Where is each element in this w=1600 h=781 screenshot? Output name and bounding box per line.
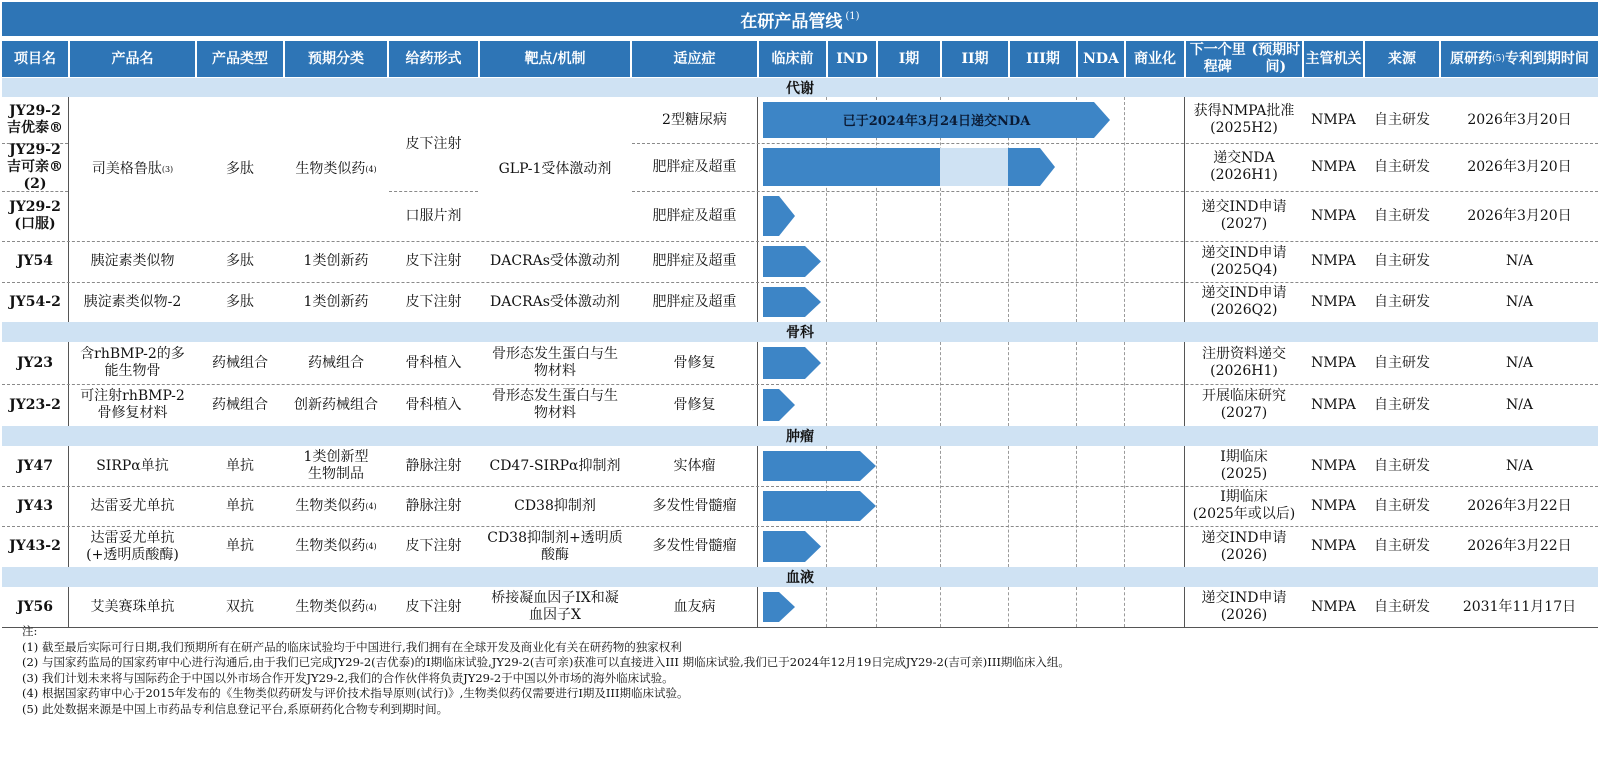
product-name: 艾美赛珠单抗: [90, 598, 175, 615]
patent-expiry: N/A: [1505, 354, 1534, 371]
product-name: 胰淀素类似物: [90, 253, 175, 269]
project-name: JY43-2: [9, 538, 61, 554]
regulator: NMPA: [1311, 497, 1356, 514]
patent-expiry: 2026年3月20日: [1467, 207, 1572, 224]
progress-bar: [763, 389, 795, 421]
product-name: 达雷妥尤单抗 (+透明质酸酶): [86, 529, 179, 563]
source: 自主研发: [1374, 354, 1430, 371]
progress-bar: [763, 491, 876, 521]
notes-title: 注:: [22, 624, 38, 638]
regulator: NMPA: [1311, 598, 1356, 615]
regulator: NMPA: [1311, 158, 1356, 175]
admin-route: 骨科植入: [405, 354, 462, 371]
project-name: JY54-2: [9, 293, 61, 310]
product-name: 含rhBMP-2的多 能生物骨: [80, 346, 185, 379]
next-milestone: I期临床 (2025): [1220, 449, 1268, 482]
indication: 实体瘤: [673, 457, 716, 474]
target-mechanism: 骨形态发生蛋白与生 物材料: [492, 388, 618, 421]
project-name: JY23-2: [9, 396, 61, 413]
project-name: JY56: [16, 598, 54, 615]
source: 自主研发: [1374, 538, 1430, 554]
next-milestone: 递交IND申请 (2027): [1201, 199, 1287, 232]
header-13: 商业化: [1126, 41, 1184, 77]
indication: 肥胖症及超重: [652, 207, 737, 224]
regulator: NMPA: [1311, 538, 1356, 554]
regulator: NMPA: [1311, 457, 1356, 474]
next-milestone: 递交NDA (2026H1): [1210, 150, 1278, 183]
skipped-phase-fill: [940, 148, 1008, 186]
admin-route: 口服片剂: [405, 207, 462, 224]
note-5: (5) 此处数据来源是中国上市药品专利信息登记平台,系原研药化合物专利到期时间。: [22, 701, 449, 716]
next-milestone: 递交IND申请 (2026): [1201, 590, 1287, 623]
next-milestone: 开展临床研究 (2027): [1202, 388, 1286, 421]
header-6: 适应症: [632, 41, 757, 77]
header-5: 靶点/机制: [480, 41, 630, 77]
note-3: (3) 我们计划未来将与国际药企于中国以外市场合作开发JY29-2,我们的合作伙伴将负责JY29-2于中国以外市场的海外临床试验。: [22, 670, 674, 685]
note-2: (2) 与国家药监局的国家药审中心进行沟通后,由于我们已完成JY29-2(吉优泰)的I期临床试验,JY29-2(吉可亲)获准可以直接进入III 期临床试验,我们已于2024年12月19日完成JY29-2(吉可亲)III期临床入组。: [22, 655, 1070, 670]
target-mechanism: DACRAs受体激动剂: [490, 253, 620, 269]
source: 自主研发: [1374, 497, 1430, 514]
source: 自主研发: [1374, 396, 1430, 413]
source: 自主研发: [1374, 158, 1430, 175]
expected-category: 1类创新药: [303, 253, 369, 269]
project-name: JY29-2 吉优泰®: [7, 103, 63, 136]
header-1: 产品名: [70, 41, 195, 77]
footnotes: [22, 624, 1582, 718]
patent-expiry: N/A: [1505, 253, 1534, 269]
project-name: JY29-2 (口服): [9, 199, 61, 232]
source: 自主研发: [1374, 293, 1430, 310]
admin-route: 骨科植入: [405, 396, 462, 413]
header-4: 给药形式: [389, 41, 478, 77]
progress-bar: [763, 196, 795, 236]
product-type: 多肽: [226, 293, 254, 310]
expected-category: 生物类似药 (4): [295, 160, 377, 177]
progress-bar: [763, 347, 821, 379]
indication: 骨修复: [673, 354, 716, 371]
patent-expiry: 2026年3月20日: [1467, 111, 1572, 128]
regulator: NMPA: [1311, 111, 1356, 128]
header-14: 下一个里程碑 (预期时间): [1186, 41, 1302, 77]
target-mechanism: CD38抑制剂: [514, 497, 596, 514]
target-mechanism: 骨形态发生蛋白与生 物材料: [492, 346, 618, 379]
patent-expiry: 2026年3月22日: [1467, 538, 1572, 554]
source: 自主研发: [1374, 457, 1430, 474]
product-type: 单抗: [226, 497, 254, 514]
header-16: 来源: [1365, 41, 1439, 77]
progress-bar: [763, 592, 795, 622]
header-2: 产品类型: [197, 41, 283, 77]
header-12: NDA: [1078, 41, 1124, 77]
target-mechanism: 桥接凝血因子IX和凝 血因子X: [491, 590, 619, 623]
product-type: 多肽: [226, 253, 254, 269]
indication: 肥胖症及超重: [652, 158, 737, 175]
indication: 血友病: [673, 598, 716, 615]
patent-expiry: 2031年11月17日: [1462, 598, 1577, 615]
product-type: 单抗: [226, 457, 254, 474]
target-mechanism: CD47-SIRPα抑制剂: [489, 457, 621, 474]
header-15: 主管机 关: [1304, 41, 1363, 77]
product-type: 单抗: [226, 538, 254, 554]
project-name: JY47: [16, 457, 54, 474]
next-milestone: 注册资料递交 (2026H1): [1202, 346, 1286, 379]
admin-route: 静脉注射: [405, 497, 462, 514]
progress-arrow: [1008, 148, 1055, 186]
title-ref: (1): [845, 10, 860, 22]
indication: 肥胖症及超重: [652, 293, 737, 310]
indication: 肥胖症及超重: [652, 253, 737, 269]
target-mechanism: DACRAs受体激动剂: [490, 293, 620, 310]
header-8: IND: [828, 41, 876, 77]
note-4: (4) 根据国家药审中心于2015年发布的《生物类似药研发与评价技术指导原则(试行)》,生物类似药仅需要进行I期及III期临床试验。: [22, 686, 689, 701]
product-type: 药械组合: [212, 354, 268, 371]
regulator: NMPA: [1311, 253, 1356, 269]
product-name: 可注射rhBMP-2 骨修复材料: [80, 388, 185, 421]
source: 自主研发: [1374, 207, 1430, 224]
regulator: NMPA: [1311, 207, 1356, 224]
product-type: 双抗: [226, 598, 254, 615]
source: 自主研发: [1374, 253, 1430, 269]
project-name: JY23: [16, 354, 54, 371]
expected-category: 生物类似药 (4): [295, 538, 377, 554]
admin-route: 静脉注射: [405, 457, 462, 474]
source: 自主研发: [1374, 598, 1430, 615]
product-name: 达雷妥尤单抗: [90, 497, 175, 514]
progress-bar: [763, 246, 821, 277]
indication: 2型糖尿病: [662, 111, 727, 128]
header-10: II期: [942, 41, 1008, 77]
regulator: NMPA: [1311, 396, 1356, 413]
note-1: (1) 截至最后实际可行日期,我们预期所有在研产品的临床试验均于中国进行,我们拥有在全球开发及商业化有关在研药物的独家权利: [22, 639, 682, 654]
admin-route: 皮下注射: [405, 538, 462, 554]
admin-route: 皮下注射: [405, 253, 462, 269]
title-text: 在研产品管线: [740, 11, 843, 32]
patent-expiry: 2026年3月20日: [1467, 158, 1572, 175]
admin-route: 皮下注射: [405, 293, 462, 310]
product-name: 司美格鲁肽 (3): [91, 160, 174, 177]
target-mechanism: GLP-1受体激动剂: [498, 160, 612, 177]
product-name: SIRPα单抗: [96, 457, 169, 474]
section-band: 肿瘤: [2, 426, 1598, 446]
header-9: I期: [878, 41, 940, 77]
target-mechanism: CD38抑制剂+透明质 酸酶: [487, 529, 623, 563]
next-milestone: 递交IND申请 (2026Q2): [1201, 285, 1287, 318]
admin-route: 皮下注射: [405, 135, 462, 152]
section-band: 代谢: [2, 78, 1598, 97]
expected-category: 药械组合: [308, 354, 364, 371]
header-11: III期: [1010, 41, 1076, 77]
header-17: 原研药 (5) 专利到期时间: [1441, 41, 1598, 77]
regulator: NMPA: [1311, 354, 1356, 371]
regulator: NMPA: [1311, 293, 1356, 310]
admin-route: 皮下注射: [405, 598, 462, 615]
header-0: 项目名: [2, 41, 68, 77]
patent-expiry: 2026年3月22日: [1467, 497, 1572, 514]
progress-bar: [763, 148, 940, 186]
section-band: 血液: [2, 567, 1598, 587]
progress-bar: [763, 287, 821, 317]
project-name: JY29-2 吉可亲® (2): [7, 141, 63, 192]
indication: 骨修复: [673, 396, 716, 413]
next-milestone: 递交IND申请 (2026): [1201, 529, 1287, 563]
project-name: JY54: [16, 253, 54, 269]
patent-expiry: N/A: [1505, 457, 1534, 474]
header-3: 预期分类: [285, 41, 387, 77]
patent-expiry: N/A: [1505, 396, 1534, 413]
indication: 多发性骨髓瘤: [652, 497, 737, 514]
expected-category: 1类创新型 生物制品: [303, 449, 369, 482]
next-milestone: 获得NMPA批准 (2025H2): [1193, 103, 1295, 136]
patent-expiry: N/A: [1505, 293, 1534, 310]
expected-category: 生物类似药 (4): [295, 497, 377, 514]
expected-category: 创新药械组合: [294, 396, 378, 413]
source: 自主研发: [1374, 111, 1430, 128]
section-band: 骨科: [2, 322, 1598, 342]
progress-note: 已于2024年3月24日递交NDA: [842, 114, 1031, 129]
expected-category: 生物类似药 (4): [295, 598, 377, 615]
next-milestone: I期临床 (2025年或以后): [1192, 489, 1296, 522]
progress-bar: [763, 531, 821, 562]
product-type: 药械组合: [212, 396, 268, 413]
progress-bar: [763, 451, 876, 481]
header-7: 临床前: [759, 41, 826, 77]
next-milestone: 递交IND申请 (2025Q4): [1201, 244, 1287, 278]
product-name: 胰淀素类似物-2: [83, 293, 182, 310]
indication: 多发性骨髓瘤: [652, 538, 737, 554]
expected-category: 1类创新药: [303, 293, 369, 310]
product-type: 多肽: [226, 160, 254, 177]
project-name: JY43: [16, 497, 54, 514]
